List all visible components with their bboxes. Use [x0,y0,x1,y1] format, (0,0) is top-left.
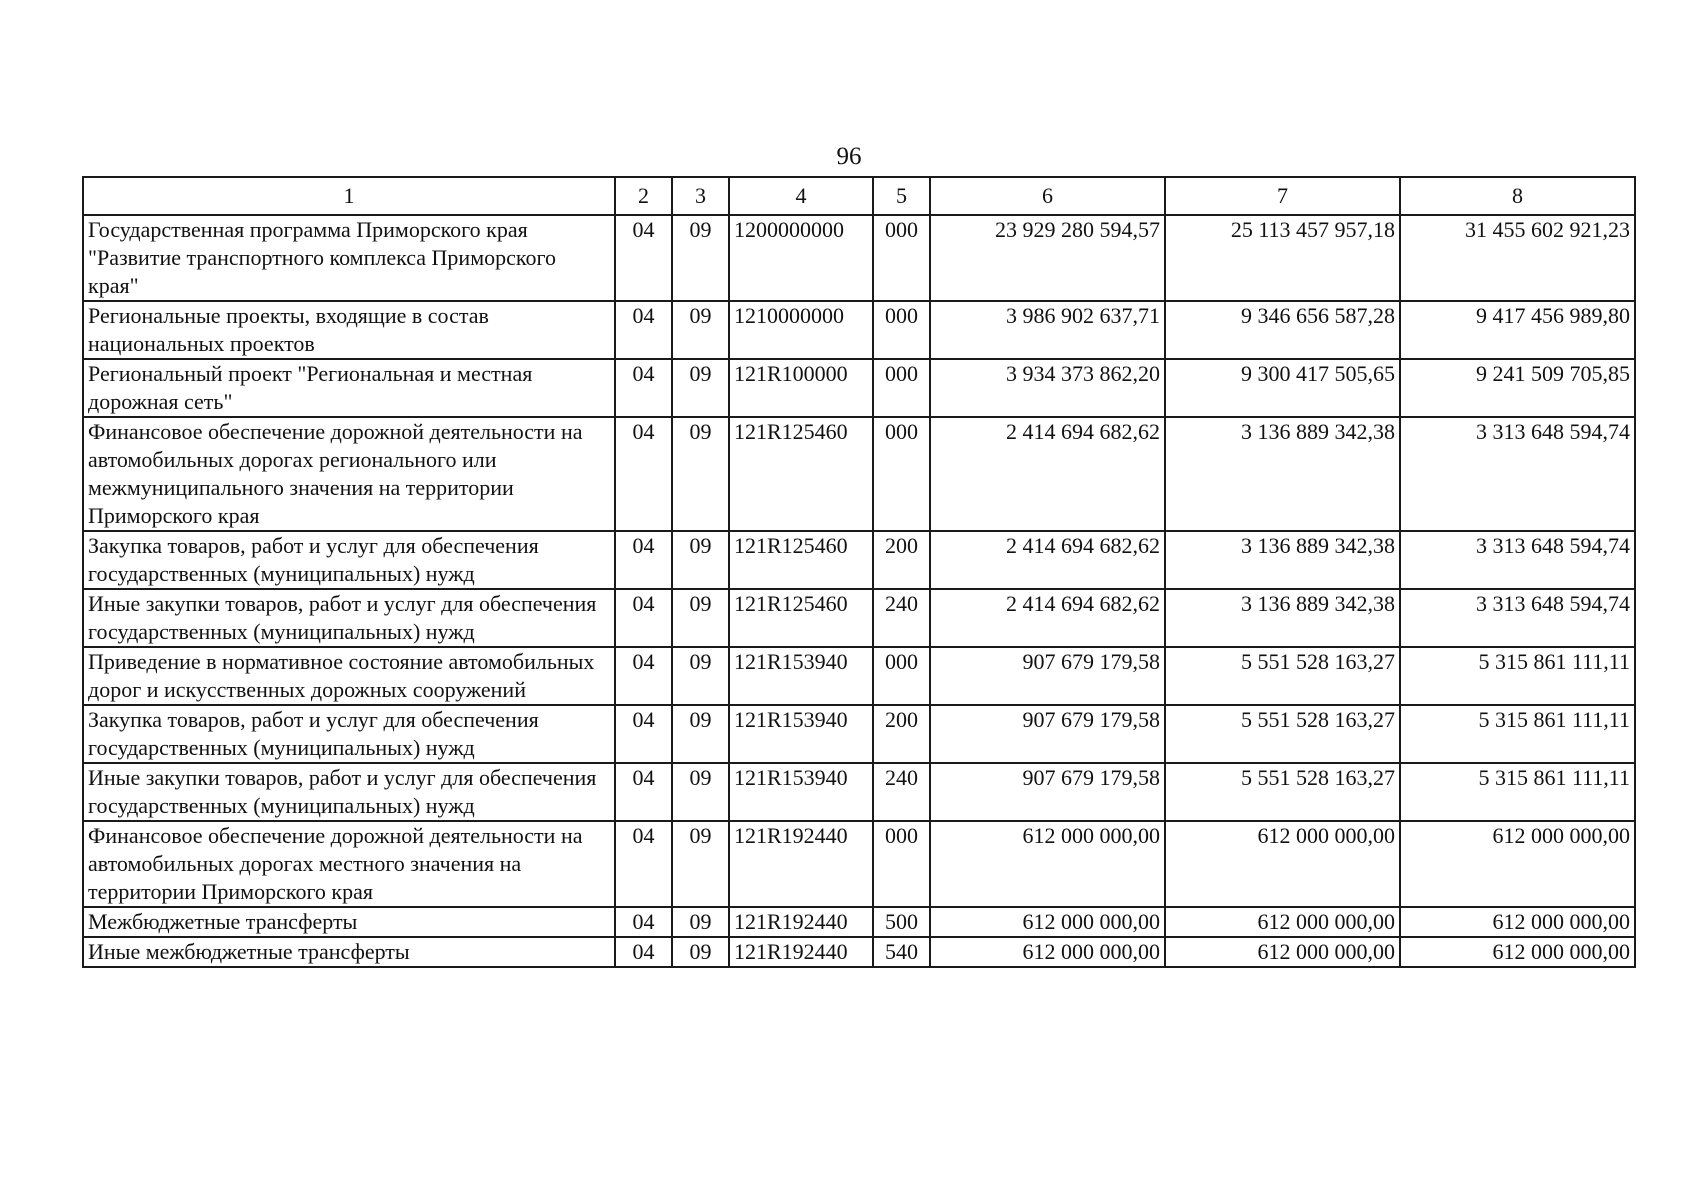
table-row [83,821,1635,907]
expense-type-cell: 000 [873,821,930,907]
section-code-cell: 04 [615,359,672,417]
subsection-code-cell: 09 [672,907,729,937]
table-row [83,647,1635,705]
amount-col6-cell: 2 414 694 682,62 [930,531,1165,589]
table-row [83,589,1635,647]
column-header: 4 [729,177,873,215]
amount-col8-cell: 31 455 602 921,23 [1400,215,1635,301]
amount-col7-cell: 612 000 000,00 [1165,937,1400,967]
target-article-cell: 1210000000 [729,301,873,359]
amount-col6-cell: 2 414 694 682,62 [930,417,1165,531]
amount-col7-cell: 9 300 417 505,65 [1165,359,1400,417]
target-article-cell: 121R153940 [729,647,873,705]
row-name-cell: Иные закупки товаров, работ и услуг для обеспечения государственных (муниципальных) нужд [83,763,615,821]
page-number: 96 [836,143,862,170]
column-header: 2 [615,177,672,215]
amount-col7-cell: 25 113 457 957,18 [1165,215,1400,301]
target-article-cell: 121R100000 [729,359,873,417]
target-article-cell: 121R125460 [729,417,873,531]
column-header: 8 [1400,177,1635,215]
row-name-cell: Региональные проекты, входящие в состав национальных проектов [83,301,615,359]
amount-col8-cell: 612 000 000,00 [1400,907,1635,937]
amount-col6-cell: 907 679 179,58 [930,763,1165,821]
amount-col7-cell: 5 551 528 163,27 [1165,705,1400,763]
column-header: 3 [672,177,729,215]
section-code-cell: 04 [615,647,672,705]
section-code-cell: 04 [615,937,672,967]
table-row [83,763,1635,821]
expense-type-cell: 000 [873,417,930,531]
amount-col6-cell: 612 000 000,00 [930,937,1165,967]
target-article-cell: 121R125460 [729,589,873,647]
expense-type-cell: 500 [873,907,930,937]
subsection-code-cell: 09 [672,359,729,417]
table-row [83,907,1635,937]
header-row [83,177,1635,215]
row-name-cell: Региональный проект "Региональная и местная дорожная сеть" [83,359,615,417]
target-article-cell: 121R153940 [729,705,873,763]
column-header: 7 [1165,177,1400,215]
amount-col8-cell: 9 241 509 705,85 [1400,359,1635,417]
column-header: 5 [873,177,930,215]
subsection-code-cell: 09 [672,215,729,301]
subsection-code-cell: 09 [672,589,729,647]
table-header [83,177,1635,215]
amount-col6-cell: 907 679 179,58 [930,647,1165,705]
section-code-cell: 04 [615,907,672,937]
amount-col8-cell: 3 313 648 594,74 [1400,589,1635,647]
amount-col7-cell: 5 551 528 163,27 [1165,763,1400,821]
section-code-cell: 04 [615,821,672,907]
amount-col8-cell: 5 315 861 111,11 [1400,705,1635,763]
row-name-cell: Закупка товаров, работ и услуг для обеспечения государственных (муниципальных) нужд [83,531,615,589]
amount-col7-cell: 612 000 000,00 [1165,821,1400,907]
row-name-cell: Государственная программа Приморского края "Развитие транспортного комплекса Приморского края" [83,215,615,301]
expense-type-cell: 240 [873,763,930,821]
amount-col8-cell: 9 417 456 989,80 [1400,301,1635,359]
amount-col6-cell: 2 414 694 682,62 [930,589,1165,647]
amount-col7-cell: 3 136 889 342,38 [1165,589,1400,647]
row-name-cell: Иные закупки товаров, работ и услуг для обеспечения государственных (муниципальных) нужд [83,589,615,647]
section-code-cell: 04 [615,215,672,301]
amount-col7-cell: 5 551 528 163,27 [1165,647,1400,705]
row-name-cell: Финансовое обеспечение дорожной деятельности на автомобильных дорогах регионального или межмуниципального значения на территории Приморского края [83,417,615,531]
expense-type-cell: 000 [873,215,930,301]
amount-col6-cell: 907 679 179,58 [930,705,1165,763]
expense-type-cell: 200 [873,705,930,763]
row-name-cell: Иные межбюджетные трансферты [83,937,615,967]
subsection-code-cell: 09 [672,763,729,821]
section-code-cell: 04 [615,301,672,359]
amount-col7-cell: 3 136 889 342,38 [1165,417,1400,531]
row-name-cell: Межбюджетные трансферты [83,907,615,937]
amount-col7-cell: 612 000 000,00 [1165,907,1400,937]
section-code-cell: 04 [615,417,672,531]
budget-table [82,176,1636,968]
target-article-cell: 121R153940 [729,763,873,821]
amount-col7-cell: 3 136 889 342,38 [1165,531,1400,589]
table-row [83,417,1635,531]
amount-col6-cell: 3 934 373 862,20 [930,359,1165,417]
table-body [83,215,1635,967]
table-row [83,215,1635,301]
subsection-code-cell: 09 [672,531,729,589]
amount-col8-cell: 612 000 000,00 [1400,937,1635,967]
section-code-cell: 04 [615,589,672,647]
target-article-cell: 121R192440 [729,821,873,907]
column-header: 6 [930,177,1165,215]
target-article-cell: 121R192440 [729,907,873,937]
column-header: 1 [83,177,615,215]
subsection-code-cell: 09 [672,301,729,359]
table-row [83,301,1635,359]
amount-col8-cell: 612 000 000,00 [1400,821,1635,907]
subsection-code-cell: 09 [672,647,729,705]
amount-col6-cell: 612 000 000,00 [930,821,1165,907]
section-code-cell: 04 [615,763,672,821]
amount-col6-cell: 3 986 902 637,71 [930,301,1165,359]
amount-col8-cell: 5 315 861 111,11 [1400,647,1635,705]
amount-col6-cell: 612 000 000,00 [930,907,1165,937]
table-row [83,359,1635,417]
amount-col8-cell: 3 313 648 594,74 [1400,417,1635,531]
table-row [83,705,1635,763]
section-code-cell: 04 [615,531,672,589]
expense-type-cell: 200 [873,531,930,589]
target-article-cell: 1200000000 [729,215,873,301]
subsection-code-cell: 09 [672,821,729,907]
subsection-code-cell: 09 [672,417,729,531]
expense-type-cell: 240 [873,589,930,647]
expense-type-cell: 000 [873,301,930,359]
section-code-cell: 04 [615,705,672,763]
amount-col7-cell: 9 346 656 587,28 [1165,301,1400,359]
table-row [83,937,1635,967]
target-article-cell: 121R192440 [729,937,873,967]
row-name-cell: Приведение в нормативное состояние автомобильных дорог и искусственных дорожных сооружений [83,647,615,705]
target-article-cell: 121R125460 [729,531,873,589]
amount-col8-cell: 5 315 861 111,11 [1400,763,1635,821]
expense-type-cell: 540 [873,937,930,967]
row-name-cell: Закупка товаров, работ и услуг для обеспечения государственных (муниципальных) нужд [83,705,615,763]
row-name-cell: Финансовое обеспечение дорожной деятельности на автомобильных дорогах местного значения на территории Приморского края [83,821,615,907]
expense-type-cell: 000 [873,647,930,705]
subsection-code-cell: 09 [672,937,729,967]
table-row [83,531,1635,589]
amount-col8-cell: 3 313 648 594,74 [1400,531,1635,589]
amount-col6-cell: 23 929 280 594,57 [930,215,1165,301]
expense-type-cell: 000 [873,359,930,417]
subsection-code-cell: 09 [672,705,729,763]
